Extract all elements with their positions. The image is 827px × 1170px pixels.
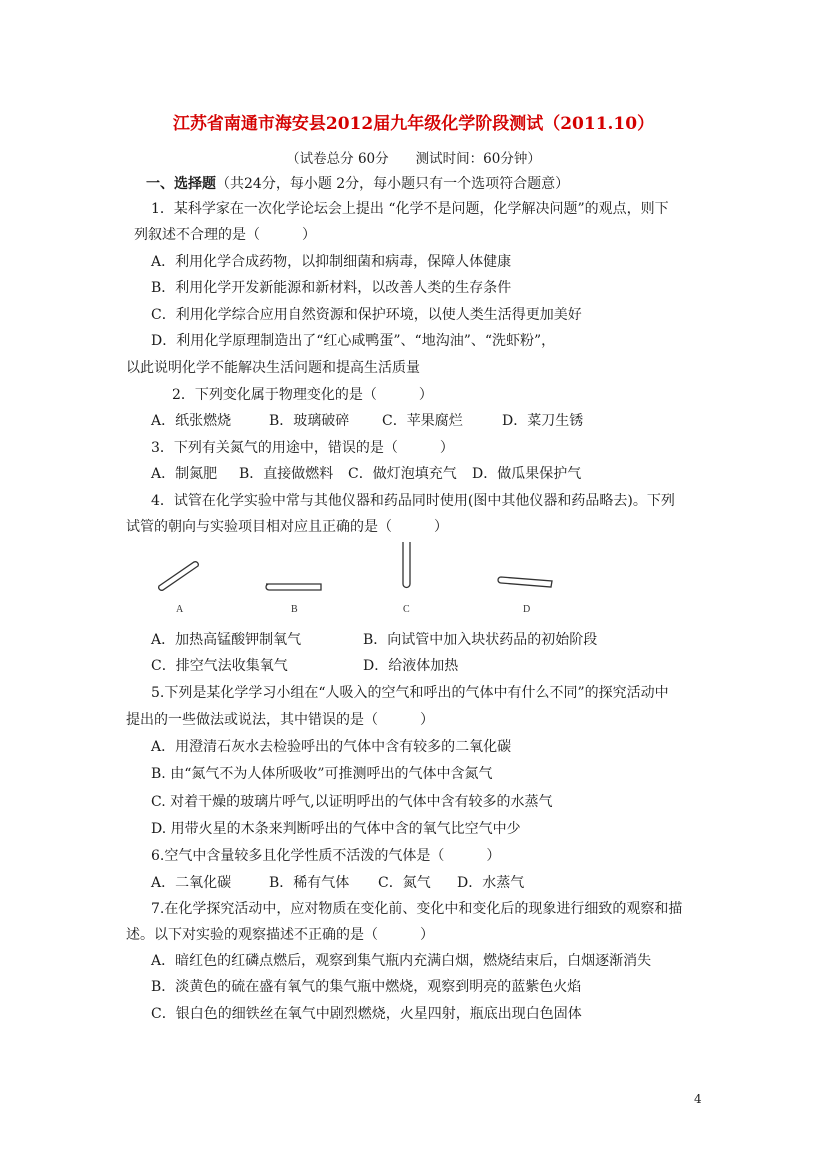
q2-option-c: C．苹果腐烂 bbox=[382, 413, 463, 429]
q7-option-c: C．银白色的细铁丝在氧气中剧烈燃烧，火星四射，瓶底出现白色固体 bbox=[151, 1006, 582, 1022]
test-tube-figure bbox=[140, 532, 590, 622]
section-note: （共24分，每小题 2分，每小题只有一个选项符合题意） bbox=[216, 176, 570, 192]
section-heading bbox=[146, 173, 569, 193]
q4-option-c: C．排空气法收集氧气 bbox=[151, 658, 288, 674]
q3-stem: 3．下列有关氮气的用途中，错误的是（ ） bbox=[151, 440, 454, 456]
q4-stem-line2: 试管的朝向与实验项目相对应且正确的是（ ） bbox=[126, 519, 448, 535]
q5-option-d: D. 用带火星的木条来判断呼出的气体中含的氧气比空气中少 bbox=[151, 821, 521, 837]
q6-option-a: A．二氧化碳 bbox=[151, 875, 232, 891]
test-tube-d bbox=[498, 577, 552, 587]
q6-option-d: D．水蒸气 bbox=[457, 875, 525, 891]
q1-stem-line1: 1．某科学家在一次化学论坛会上提出 “化学不是问题，化学解决问题”的观点，则下 bbox=[151, 201, 669, 217]
q1-option-d-line2: 以此说明化学不能解决生活问题和提高生活质量 bbox=[126, 360, 420, 376]
figure-label-d: D bbox=[523, 604, 531, 615]
q6-stem: 6.空气中含量较多且化学性质不活泼的气体是（ ） bbox=[151, 848, 501, 864]
q1-option-b: B．利用化学开发新能源和新材料，以改善人类的生存条件 bbox=[151, 280, 512, 296]
test-tube-a bbox=[159, 562, 199, 591]
q7-stem-line2: 述。以下对实验的观察描述不正确的是（ ） bbox=[126, 927, 434, 943]
section-label: 一、选择题 bbox=[146, 176, 216, 192]
q2-option-b: B．玻璃破碎 bbox=[269, 413, 350, 429]
test-tube-b bbox=[266, 584, 321, 590]
figure-label-c: C bbox=[403, 604, 410, 615]
q5-option-c: C. 对着干燥的玻璃片呼气,以证明呼出的气体中含有较多的水蒸气 bbox=[151, 794, 553, 810]
exam-info: （试卷总分 60分 测试时间：60分钟） bbox=[286, 151, 541, 167]
q4-option-a: A．加热高锰酸钾制氧气 bbox=[151, 632, 302, 648]
q5-option-a: A．用澄清石灰水去检验呼出的气体中含有较多的二氧化碳 bbox=[151, 739, 512, 755]
page-title: 江苏省南通市海安县2012届九年级化学阶段测试（2011.10） bbox=[172, 114, 655, 134]
q3-option-b: B．直接做燃料 bbox=[239, 466, 334, 482]
page-number: 4 bbox=[694, 1092, 702, 1106]
q2-option-a: A．纸张燃烧 bbox=[151, 413, 232, 429]
q4-option-b: B．向试管中加入块状药品的初始阶段 bbox=[363, 632, 598, 648]
figure-label-a: A bbox=[176, 604, 184, 615]
q1-option-c: C．利用化学综合应用自然资源和保护环境，以使人类生活得更加美好 bbox=[151, 307, 582, 323]
test-tube-c bbox=[403, 542, 410, 588]
q5-stem-line1: 5.下列是某化学学习小组在“人吸入的空气和呼出的气体中有什么不同”的探究活动中 bbox=[151, 685, 669, 701]
q2-stem: 2．下列变化属于物理变化的是（ ） bbox=[172, 387, 433, 403]
q1-option-a: A．利用化学合成药物，以抑制细菌和病毒，保障人体健康 bbox=[151, 254, 512, 270]
q6-option-c: C．氮气 bbox=[378, 875, 431, 891]
q4-option-d: D．给液体加热 bbox=[363, 658, 459, 674]
q3-option-d: D．做瓜果保护气 bbox=[472, 466, 582, 482]
q2-option-d: D．菜刀生锈 bbox=[502, 413, 584, 429]
q7-option-a: A．暗红色的红磷点燃后，观察到集气瓶内充满白烟，燃烧结束后，白烟逐渐消失 bbox=[151, 953, 652, 969]
figure-label-b: B bbox=[291, 604, 298, 615]
q3-option-c: C．做灯泡填充气 bbox=[348, 466, 457, 482]
q6-option-b: B．稀有气体 bbox=[269, 875, 350, 891]
q1-option-d-line1: D．利用化学原理制造出了“红心咸鸭蛋”、“地沟油”、“洗虾粉”， bbox=[151, 333, 556, 349]
q4-stem-line1: 4．试管在化学实验中常与其他仪器和药品同时使用(图中其他仪器和药品略去)。下列 bbox=[151, 493, 675, 509]
q7-option-b: B．淡黄色的硫在盛有氧气的集气瓶中燃烧，观察到明亮的蓝紫色火焰 bbox=[151, 979, 582, 995]
q7-stem-line1: 7.在化学探究活动中，应对物质在变化前、变化中和变化后的现象进行细致的观察和描 bbox=[151, 901, 683, 917]
q3-option-a: A．制氮肥 bbox=[151, 466, 218, 482]
q5-option-b: B. 由“氮气不为人体所吸收”可推测呼出的气体中含氮气 bbox=[151, 766, 493, 782]
q5-stem-line2: 提出的一些做法或说法，其中错误的是（ ） bbox=[126, 712, 434, 728]
q1-stem-line2: 列叙述不合理的是（ ） bbox=[134, 227, 316, 243]
